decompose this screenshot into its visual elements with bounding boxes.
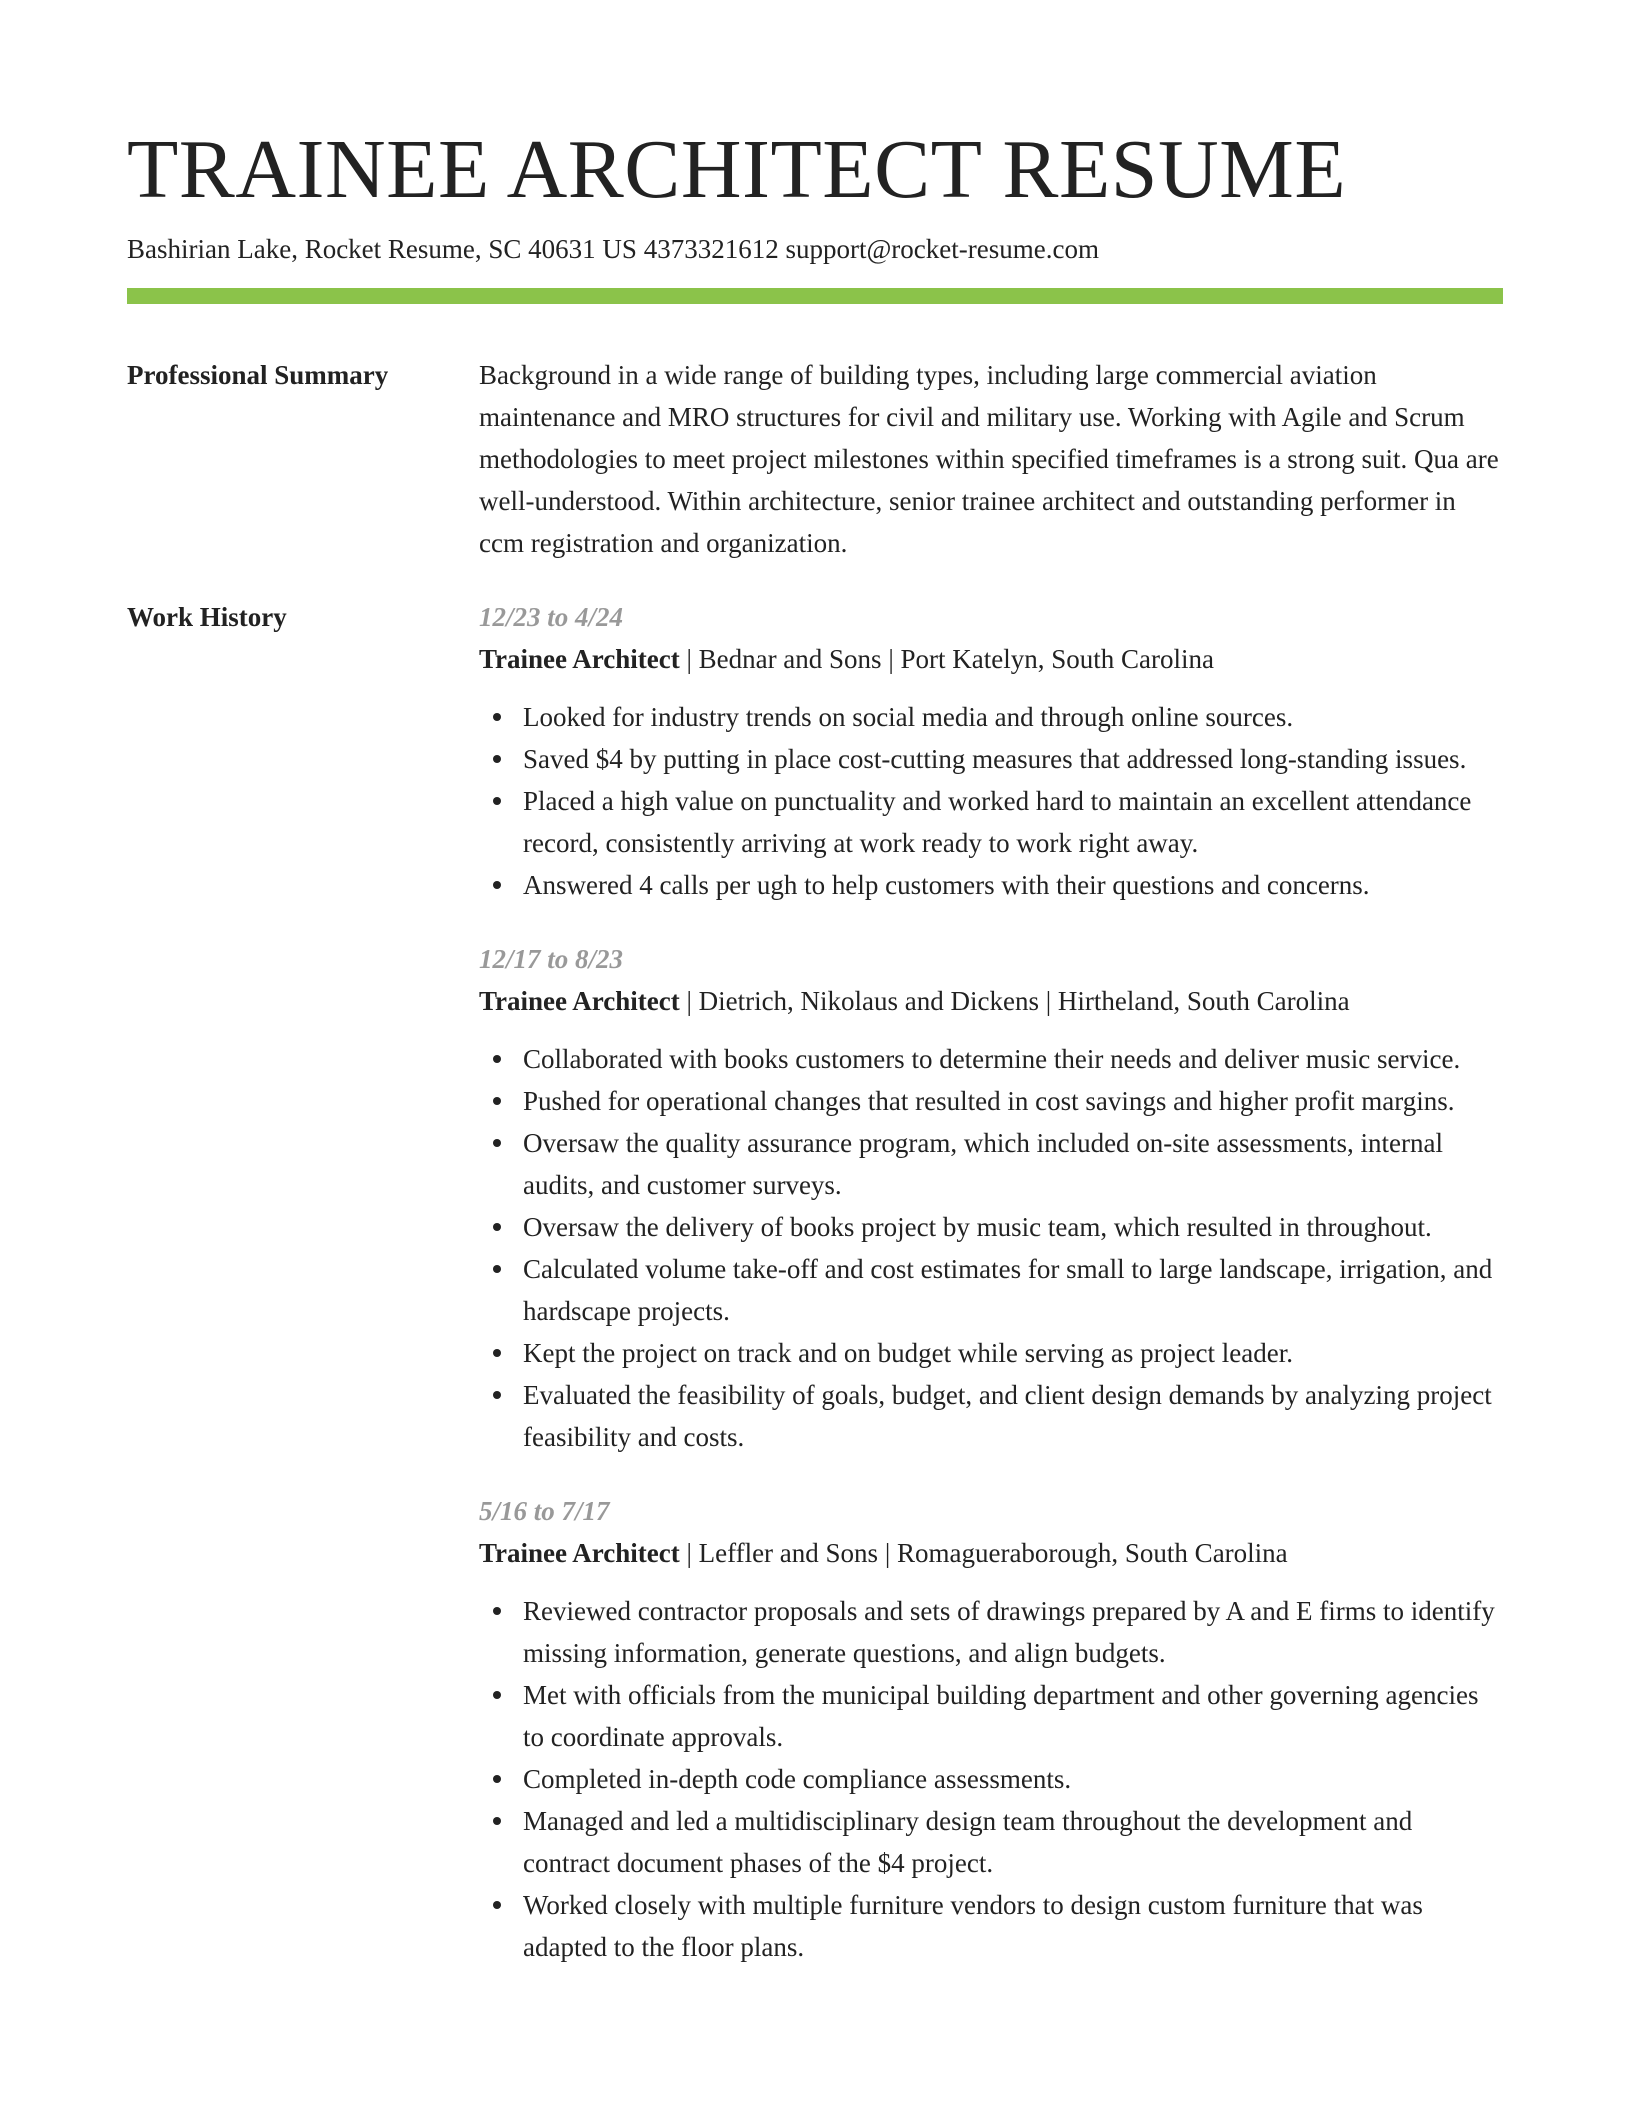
list-item: [479, 1206, 1503, 1248]
bullet-text: Completed in-depth code compliance assessments.: [523, 1764, 1072, 1794]
work-entry: [479, 1490, 1503, 1968]
bullet-dot-icon: [493, 881, 501, 889]
bullet-dot-icon: [493, 1265, 501, 1273]
list-item: [479, 1038, 1503, 1080]
work-history-list: [479, 596, 1503, 2000]
separator: |: [1039, 986, 1058, 1016]
list-item: [479, 1800, 1503, 1884]
separator: |: [679, 1538, 699, 1568]
list-item: [479, 696, 1503, 738]
work-entry-role-line: [479, 1532, 1503, 1574]
bullet-dot-icon: [493, 755, 501, 763]
resume-page: [127, 118, 1503, 2000]
bullet-dot-icon: [493, 1097, 501, 1105]
bullet-text: Met with officials from the municipal building department and other governing agencies to coordinate approvals.: [523, 1680, 1479, 1752]
bullet-dot-icon: [493, 1391, 501, 1399]
bullet-dot-icon: [493, 1607, 501, 1615]
resume-title: TRAINEE ARCHITECT RESUME: [127, 123, 1347, 216]
list-item: [479, 1374, 1503, 1458]
bullet-dot-icon: [493, 1223, 501, 1231]
list-item: [479, 780, 1503, 864]
company-name: Leffler and Sons: [698, 1538, 879, 1568]
bullet-text: Collaborated with books customers to determine their needs and deliver music service.: [523, 1044, 1461, 1074]
company-name: Bednar and Sons: [698, 644, 882, 674]
separator: |: [881, 644, 901, 674]
work-history-section: [127, 596, 1503, 2000]
accent-divider: [127, 288, 1503, 304]
bullet-dot-icon: [493, 1691, 501, 1699]
bullet-dot-icon: [493, 1817, 501, 1825]
bullet-dot-icon: [493, 1139, 501, 1147]
job-title: Trainee Architect: [479, 644, 680, 674]
bullet-text: Managed and led a multidisciplinary design team throughout the development and contract document phases of the $4 project.: [523, 1806, 1413, 1878]
list-item: [479, 738, 1503, 780]
work-entry: [479, 938, 1503, 1458]
bullet-text: Looked for industry trends on social media and through online sources.: [523, 702, 1294, 732]
work-entry: [479, 596, 1503, 906]
professional-summary-section: [127, 354, 1503, 564]
bullet-text: Evaluated the feasibility of goals, budget, and client design demands by analyzing project feasibility and costs.: [523, 1380, 1492, 1452]
work-entry-role-line: [479, 980, 1503, 1022]
bullet-text: Saved $4 by putting in place cost-cutting measures that addressed long-standing issues.: [523, 744, 1467, 774]
bullet-text: Calculated volume take-off and cost estimates for small to large landscape, irrigation, and hardscape projects.: [523, 1254, 1493, 1326]
bullet-dot-icon: [493, 1349, 501, 1357]
bullet-text: Worked closely with multiple furniture vendors to design custom furniture that was adapted to the floor plans.: [523, 1890, 1423, 1962]
work-entry-role-line: [479, 638, 1503, 680]
list-item: [479, 1122, 1503, 1206]
work-entry-dates: 12/23 to 4/24: [479, 602, 624, 632]
job-title: Trainee Architect: [479, 1538, 680, 1568]
separator: |: [679, 986, 699, 1016]
bullet-dot-icon: [493, 1901, 501, 1909]
list-item: [479, 1590, 1503, 1674]
list-item: [479, 1884, 1503, 1968]
section-label-work-history: Work History: [127, 602, 287, 632]
summary-text: Background in a wide range of building types, including large commercial aviation maintenance and MRO structures for civil and military use. Working with Agile and Scrum methodologies to meet project milestones within specified timeframes is a strong suit. Qua are well-understood. Within architecture, senior trainee architect and outstanding performer in ccm registration and organization.: [479, 360, 1499, 558]
list-item: [479, 1080, 1503, 1122]
list-item: [479, 1332, 1503, 1374]
work-entry-dates: 5/16 to 7/17: [479, 1496, 610, 1526]
bullet-dot-icon: [493, 797, 501, 805]
list-item: [479, 1248, 1503, 1332]
contact-line: Bashirian Lake, Rocket Resume, SC 40631 US 4373321612 support@rocket-resume.com: [127, 234, 1099, 264]
bullet-text: Pushed for operational changes that resulted in cost savings and higher profit margins.: [523, 1086, 1455, 1116]
list-item: [479, 864, 1503, 906]
list-item: [479, 1674, 1503, 1758]
separator: |: [679, 644, 699, 674]
work-entry-bullets: [479, 1590, 1503, 1968]
job-location: Romagueraborough, South Carolina: [896, 1538, 1288, 1568]
bullet-dot-icon: [493, 1055, 501, 1063]
list-item: [479, 1758, 1503, 1800]
work-entry-bullets: [479, 696, 1503, 906]
separator: |: [878, 1538, 897, 1568]
bullet-text: Oversaw the quality assurance program, which included on-site assessments, internal audits, and customer surveys.: [523, 1128, 1443, 1200]
bullet-dot-icon: [493, 1775, 501, 1783]
bullet-text: Oversaw the delivery of books project by music team, which resulted in throughout.: [523, 1212, 1432, 1242]
bullet-text: Placed a high value on punctuality and worked hard to maintain an excellent attendance record, consistently arriving at work ready to work right away.: [523, 786, 1472, 858]
work-entry-dates: 12/17 to 8/23: [479, 944, 624, 974]
section-label-summary: Professional Summary: [127, 360, 389, 390]
bullet-text: Answered 4 calls per ugh to help customers with their questions and concerns.: [523, 870, 1370, 900]
job-location: Hirtheland, South Carolina: [1057, 986, 1350, 1016]
bullet-text: Reviewed contractor proposals and sets of drawings prepared by A and E firms to identify missing information, generate questions, and align budgets.: [523, 1596, 1495, 1668]
bullet-text: Kept the project on track and on budget while serving as project leader.: [523, 1338, 1293, 1368]
company-name: Dietrich, Nikolaus and Dickens: [698, 986, 1040, 1016]
work-entry-bullets: [479, 1038, 1503, 1458]
job-title: Trainee Architect: [479, 986, 680, 1016]
bullet-dot-icon: [493, 713, 501, 721]
job-location: Port Katelyn, South Carolina: [900, 644, 1214, 674]
